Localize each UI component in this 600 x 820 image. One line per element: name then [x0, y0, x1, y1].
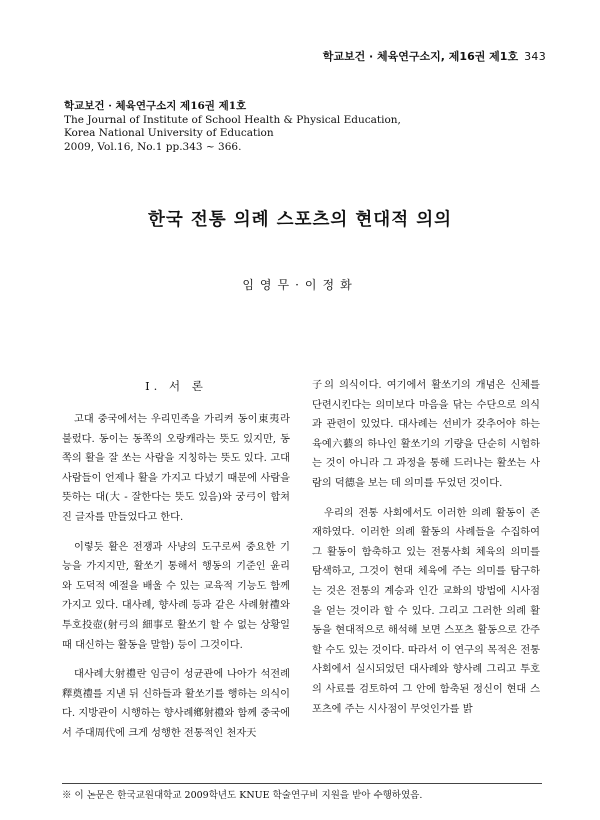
- journal-institution: Korea National University of Education: [64, 127, 274, 139]
- body-paragraph: 고대 중국에서는 우리민족을 가리켜 동이東夷라 불렀다. 동이는 동쪽의 오랑캐라는 뜻도 있지만, 동쪽의 활을 잘 쏘는 사람을 지칭하는 뜻도 있다. 고대 사람들이 언제나 활을 가지고 다녔기 때문에 사람을 뜻하는 대(大 - 잘한다는 뜻도 있음)와 궁弓이 합쳐진 글자를 만들었다고 한다.: [62, 414, 290, 523]
- body-paragraph: 이렇듯 활은 전쟁과 사냥의 도구로써 중요한 기능을 가지지만, 활쏘기 통해서 행동의 기준인 윤리와 도덕적 예절을 배울 수 있는 교육적 기능도 함께 가지고 있다. 대사례, 향사례 등과 같은 사례射禮와 투호投壺(射弓의 細事로 활쏘기 할 수 없는 상황일 때 대신하는 활동을 말함) 등이 그것이다.: [62, 541, 290, 651]
- journal-info: [64, 100, 484, 154]
- paper-authors: 임영무·이정화: [242, 278, 358, 292]
- footnote-divider: [62, 783, 542, 784]
- body-paragraph: 子의 의식이다. 여기에서 활쏘기의 개념은 신체를 단련시킨다는 의미보다 마음을 닦는 수단으로 의식과 관련이 있었다. 대사례는 선비가 갖추어야 하는 육예六藝의 하나인 활쏘기의 기량을 단순히 시험하는 것이 아니라 그 과정을 통해 드러나는 활쏘는 사람의 덕德을 보는 데 의미를 두었던 것이다.: [312, 380, 540, 489]
- body-column-left: [62, 376, 290, 754]
- journal-name-korean: 학교보건 · 체육연구소지 제16권 제1호: [64, 100, 247, 112]
- body-paragraph: 우리의 전통 사회에서도 이러한 의례 활동이 존재하였다. 이러한 의례 활동의 사례들을 수집하여 그 활동이 함축하고 있는 전통사회 체육의 의미를 탐색하고, 그것이 현대 체육에 주는 의미를 탐구하는 것은 전통의 계승과 인간 교화의 방법에 시사점을 얻는 것이라 할 수 있다. 그리고 그러한 의례 활동을 현대적으로 해석해 보면 스포츠 활동으로 간주 할 수도 있는 것이다. 따라서 이 연구의 목적은 전통사회에서 실시되었던 대사례와 향사례 그리고 투호의 사료를 검토하여 그 안에 함축된 정신이 현대 스포츠에 주는 시사점이 무엇인가를 밝: [312, 507, 540, 715]
- footnote: ※ 이 논문은 한국교원대학교 2009학년도 KNUE 학술연구비 지원을 받아 수행하였음.: [62, 790, 423, 801]
- running-header-title: 학교보건 · 체육연구소지, 제16권 제1호: [322, 50, 519, 63]
- body-paragraph: 대사례大射禮란 임금이 성균관에 나아가 석전례釋奠禮를 지낸 뒤 신하들과 활쏘기를 행하는 의식이다. 지방관이 시행하는 향사례鄕射禮와 함께 중국에서 주대周代에 크게 성행한 전통적인 천자天: [62, 669, 290, 739]
- page-number: 343: [524, 50, 546, 63]
- running-header: [300, 48, 546, 64]
- section-heading: Ⅰ. 서 론: [145, 379, 207, 393]
- paper-title: 한국 전통 의례 스포츠의 현대적 의의: [147, 210, 453, 230]
- journal-citation: 2009, Vol.16, No.1 pp.343 ~ 366.: [64, 140, 242, 153]
- body-column-right: [312, 376, 540, 729]
- journal-name-english: The Journal of Institute of School Health & Physical Education,: [64, 113, 401, 126]
